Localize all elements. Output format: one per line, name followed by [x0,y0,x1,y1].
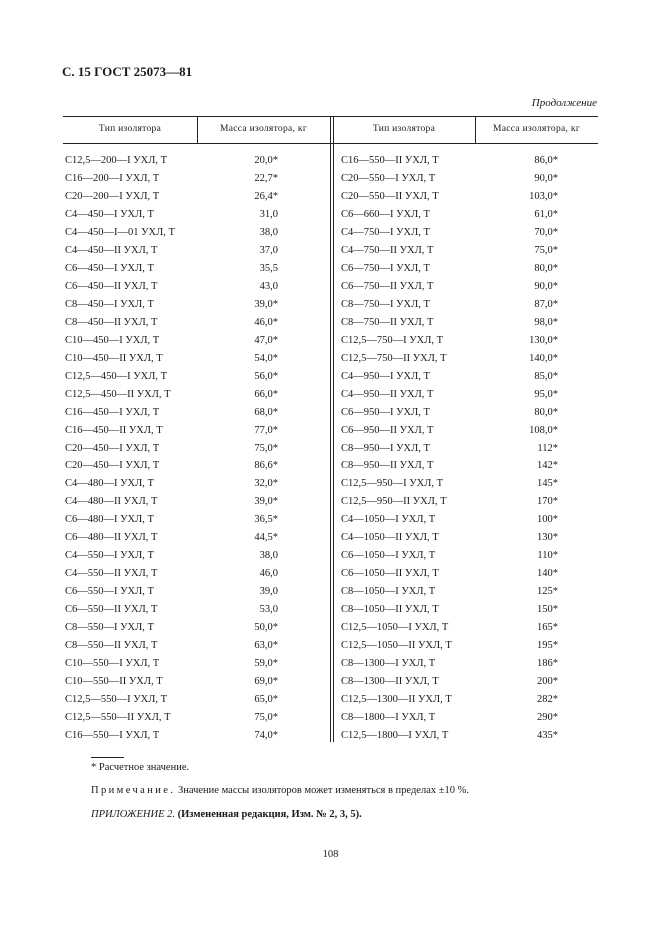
table-row [63,350,598,368]
column-header-type: Тип изолятора [98,124,162,134]
cell-type: С20—450—I УХЛ, Т [65,442,160,454]
page-number: 108 [322,849,339,860]
table-row [63,332,598,350]
cell-type: С8—550—II УХЛ, Т [65,640,158,652]
table-row [63,637,598,655]
cell-mass: 44,5* [254,532,278,544]
cell-type: С6—750—I УХЛ, Т [341,262,430,274]
cell-type: С16—450—II УХЛ, Т [65,424,163,436]
cell-mass: 65,0* [254,694,278,706]
table-row [63,296,598,314]
cell-mass: 165* [537,622,558,634]
table-row [63,278,598,296]
cell-mass: 195* [537,640,558,652]
cell-mass: 85,0* [534,370,558,382]
cell-mass: 90,0* [534,172,558,184]
cell-type: С20—550—I УХЛ, Т [341,172,436,184]
table-row [63,404,598,422]
cell-mass: 46,0* [254,316,278,328]
cell-type: С4—480—I УХЛ, Т [65,478,154,490]
cell-type: С16—450—I УХЛ, Т [65,406,160,418]
cell-type: С16—550—II УХЛ, Т [341,155,439,166]
cell-mass: 61,0* [534,208,558,220]
cell-mass: 140,0* [529,352,558,364]
cell-mass: 74,0* [254,730,278,742]
cell-type: С12,5—1800—I УХЛ, Т [341,730,449,742]
cell-mass: 31,0 [259,208,278,220]
cell-mass: 66,0* [254,388,278,400]
cell-mass: 140* [537,568,558,580]
cell-mass: 53,0 [259,604,278,616]
cell-type: С4—950—II УХЛ, Т [341,388,434,400]
cell-type: С6—550—II УХЛ, Т [65,604,158,616]
table-row [63,727,598,745]
cell-mass: 186* [537,658,558,670]
cell-type: С16—550—I УХЛ, Т [65,730,160,742]
cell-type: С12,5—550—I УХЛ, Т [65,694,168,706]
cell-mass: 50,0* [254,622,278,634]
cell-type: С6—450—II УХЛ, Т [65,280,158,292]
cell-type: С6—1050—II УХЛ, Т [341,568,439,580]
cell-type: С10—550—I УХЛ, Т [65,658,160,670]
cell-type: С6—480—I УХЛ, Т [65,514,154,526]
cell-mass: 37,0 [259,244,278,256]
cell-type: С6—950—II УХЛ, Т [341,424,434,436]
cell-mass: 77,0* [254,424,278,436]
cell-type: С6—480—II УХЛ, Т [65,532,158,544]
cell-type: С4—1050—II УХЛ, Т [341,532,439,544]
cell-type: С8—450—I УХЛ, Т [65,298,154,310]
cell-mass: 39,0* [254,496,278,508]
cell-mass: 142* [537,460,558,472]
cell-type: С20—200—I УХЛ, Т [65,190,160,202]
cell-mass: 75,0* [254,442,278,454]
document-header: С. 15 ГОСТ 25073—81 [62,64,193,79]
cell-type: С8—1050—II УХЛ, Т [341,604,439,616]
cell-mass: 170* [537,496,558,508]
cell-type: С6—550—I УХЛ, Т [65,586,154,598]
cell-mass: 70,0* [534,226,558,238]
cell-type: С8—1050—I УХЛ, Т [341,586,436,598]
table-row [63,314,598,332]
cell-mass: 145* [537,478,558,490]
cell-type: С12,5—450—I УХЛ, Т [65,370,168,382]
cell-mass: 56,0* [254,370,278,382]
cell-mass: 54,0* [254,352,278,364]
cell-mass: 47,0* [254,334,278,346]
cell-type: С12,5—550—II УХЛ, Т [65,712,171,724]
cell-type: С12,5—1050—I УХЛ, Т [341,622,449,634]
cell-type: С8—950—I УХЛ, Т [341,442,430,454]
cell-type: С12,5—750—I УХЛ, Т [341,334,444,346]
cell-mass: 26,4* [254,190,278,202]
table-row [63,709,598,727]
cell-type: С8—950—II УХЛ, Т [341,460,434,472]
cell-mass: 110* [537,550,558,562]
cell-mass: 98,0* [534,316,558,328]
cell-mass: 130* [537,532,558,544]
cell-mass: 20,0* [254,155,278,166]
cell-type: С8—550—I УХЛ, Т [65,622,154,634]
cell-type: С12,5—950—II УХЛ, Т [341,496,447,508]
note-label: Примечание. [91,785,176,796]
cell-type: С4—750—I УХЛ, Т [341,226,430,238]
table-row [63,673,598,691]
cell-mass: 39,0* [254,298,278,310]
table-row [63,152,598,170]
table-row [63,170,598,188]
cell-type: С8—450—II УХЛ, Т [65,316,158,328]
footnote: * Расчетное значение. [91,762,190,773]
table-row [63,655,598,673]
cell-mass: 46,0 [259,568,278,580]
table-row [63,511,598,529]
cell-mass: 290* [537,712,558,724]
cell-mass: 90,0* [534,280,558,292]
table-row [63,368,598,386]
cell-mass: 43,0 [259,280,278,292]
cell-type: С10—450—I УХЛ, Т [65,334,160,346]
table-row [63,691,598,709]
cell-type: С12,5—450—II УХЛ, Т [65,388,171,400]
cell-type: С4—1050—I УХЛ, Т [341,514,436,526]
cell-type: С12,5—950—I УХЛ, Т [341,478,444,490]
cell-type: С12,5—1300—II УХЛ, Т [341,694,452,706]
note-text: Значение массы изоляторов может изменяться в пределах ±10 %. [175,785,469,796]
table-row [63,457,598,475]
cell-mass: 35,5 [259,262,278,274]
table-row [63,601,598,619]
cell-type: С4—450—I—01 УХЛ, Т [65,226,175,238]
cell-type: С8—1300—I УХЛ, Т [341,658,436,670]
column-header-type: Тип изолятора [372,124,436,134]
cell-type: С6—660—I УХЛ, Т [341,208,430,220]
cell-type: С6—450—I УХЛ, Т [65,262,154,274]
table-row [63,224,598,242]
cell-mass: 95,0* [534,388,558,400]
table-row [63,547,598,565]
table-row [63,529,598,547]
cell-type: С8—1300—II УХЛ, Т [341,676,439,688]
cell-type: С20—550—II УХЛ, Т [341,190,439,202]
cell-type: С8—750—II УХЛ, Т [341,316,434,328]
cell-mass: 63,0* [254,640,278,652]
cell-type: С6—950—I УХЛ, Т [341,406,430,418]
cell-type: С4—450—II УХЛ, Т [65,244,158,256]
continuation-label: Продолжение [531,97,597,109]
table-row [63,260,598,278]
appendix-text: (Измененная редакция, Изм. № 2, 3, 5). [177,809,362,820]
cell-mass: 32,0* [254,478,278,490]
cell-mass: 200* [537,676,558,688]
cell-type: С8—750—I УХЛ, Т [341,298,430,310]
cell-mass: 150* [537,604,558,616]
table-row [63,583,598,601]
cell-mass: 75,0* [254,712,278,724]
appendix-label: ПРИЛОЖЕНИЕ 2. [91,809,175,820]
cell-mass: 36,5* [254,514,278,526]
table-row [63,440,598,458]
cell-mass: 59,0* [254,658,278,670]
table-row [63,188,598,206]
cell-mass: 80,0* [534,262,558,274]
cell-type: С4—750—II УХЛ, Т [341,244,434,256]
cell-type: С4—550—II УХЛ, Т [65,568,158,580]
cell-type: С12,5—1050—II УХЛ, Т [341,640,452,652]
cell-type: С4—480—II УХЛ, Т [65,496,158,508]
cell-type: С20—450—I УХЛ, Т [65,460,160,472]
cell-mass: 38,0 [259,550,278,562]
table-row [63,619,598,637]
cell-type: С8—1800—I УХЛ, Т [341,712,436,724]
cell-type: С6—1050—I УХЛ, Т [341,550,436,562]
table-row [63,386,598,404]
column-header-mass: Масса изолятора, кг [219,124,308,134]
cell-type: С4—550—I УХЛ, Т [65,550,154,562]
cell-mass: 435* [537,730,558,742]
cell-type: С4—950—I УХЛ, Т [341,370,430,382]
cell-mass: 282* [537,694,558,706]
cell-mass: 103,0* [529,190,558,202]
table-row [63,565,598,583]
table-row [63,422,598,440]
cell-mass: 22,7* [254,172,278,184]
cell-mass: 100* [537,514,558,526]
cell-mass: 87,0* [534,298,558,310]
cell-type: С10—450—II УХЛ, Т [65,352,163,364]
cell-type: С16—200—I УХЛ, Т [65,172,160,184]
footnote-rule [91,757,124,758]
column-header-mass: Масса изолятора, кг [492,124,581,134]
table-row [63,493,598,511]
cell-type: С4—450—I УХЛ, Т [65,208,154,220]
table-row [63,475,598,493]
cell-type: С12,5—750—II УХЛ, Т [341,352,447,364]
cell-mass: 68,0* [254,406,278,418]
cell-mass: 108,0* [529,424,558,436]
cell-mass: 125* [537,586,558,598]
appendix-note [91,809,362,820]
cell-mass: 69,0* [254,676,278,688]
cell-mass: 38,0 [259,226,278,238]
cell-mass: 130,0* [529,334,558,346]
cell-mass: 86,0* [534,155,558,166]
cell-type: С10—550—II УХЛ, Т [65,676,163,688]
cell-mass: 39,0 [259,586,278,598]
cell-mass: 75,0* [534,244,558,256]
table-row [63,206,598,224]
cell-type: С12,5—200—I УХЛ, Т [65,155,168,166]
cell-type: С6—750—II УХЛ, Т [341,280,434,292]
cell-mass: 86,6* [254,460,278,472]
table-row [63,242,598,260]
note [91,785,469,796]
cell-mass: 112* [537,442,558,454]
cell-mass: 80,0* [534,406,558,418]
